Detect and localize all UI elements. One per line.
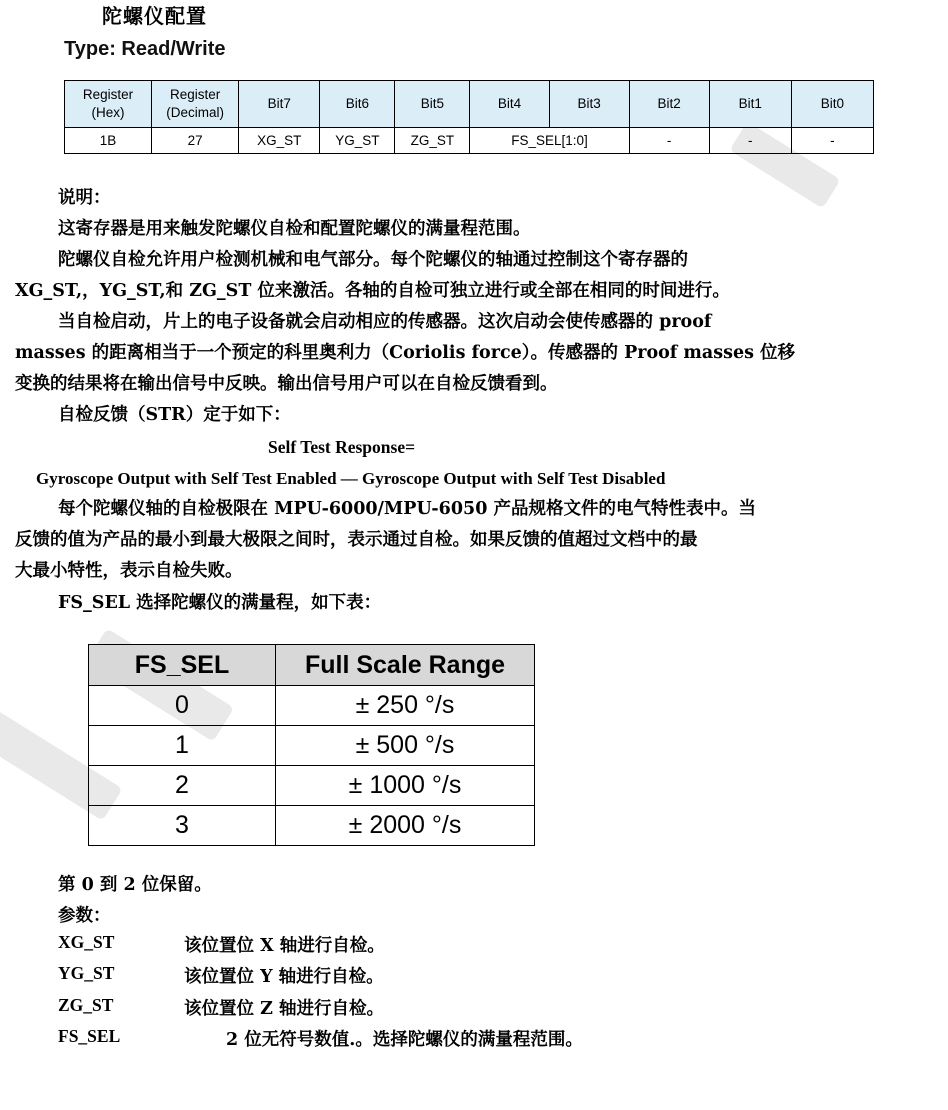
header-bit4: Bit4 [470,81,549,128]
fs-table-row [89,806,535,846]
header-bit6: Bit6 [320,81,395,128]
formula-line-1: Self Test Response= [268,437,416,457]
cell-range: ± 500 °/s [276,726,535,766]
fs-table-row [89,686,535,726]
param-name-yg-st: YG_ST [58,963,115,983]
cell-bit5: ZG_ST [395,128,470,154]
formula-line-2: Gyroscope Output with Self Test Enabled — Gyroscope Output with Self Test Disabled [36,469,666,488]
header-bit1: Bit1 [709,81,791,128]
cell-range: ± 250 °/s [276,686,535,726]
description-paragraph-6: FS_SEL 选择陀螺仪的满量程，如下表： [58,593,382,613]
cell-bit0: - [791,128,873,154]
header-bit0: Bit0 [791,81,873,128]
cell-bit2: - [629,128,709,154]
param-desc-zg-st: 该位置位 Z 轴进行自检。 [184,999,384,1019]
description-paragraph-1: 这寄存器是用来触发陀螺仪自检和配置陀螺仪的满量程范围。 [58,219,531,239]
description-title: 说明： [58,188,111,208]
param-name-zg-st: ZG_ST [58,995,114,1015]
register-table-row [65,128,874,154]
description-paragraph-5-line-2: 反馈的值为产品的最小到最大极限之间时，表示通过自检。如果反馈的值超过文档中的最 [15,530,698,550]
header-fs-sel: FS_SEL [89,645,276,686]
cell-fs-sel: 0 [89,686,276,726]
cell-bit4-3: FS_SEL[1:0] [470,128,629,154]
param-name-xg-st: XG_ST [58,932,115,952]
header-bit3: Bit3 [549,81,629,128]
header-register-hex: Register (Hex) [65,81,152,128]
parameters-title: 参数： [58,906,111,926]
cell-fs-sel: 3 [89,806,276,846]
fs-table-row [89,726,535,766]
register-type-label: Type: Read/Write [64,38,226,60]
fs-table-header [89,645,535,686]
param-desc-xg-st: 该位置位 X 轴进行自检。 [184,936,385,956]
description-paragraph-5-line-3: 大最小特性，表示自检失败。 [15,561,243,581]
header-bit5: Bit5 [395,81,470,128]
description-paragraph-2-line-2: XG_ST,，YG_ST,和 ZG_ST 位来激活。各轴的自检可独立进行或全部在相同的时间进行。 [15,281,730,301]
cell-range: ± 1000 °/s [276,766,535,806]
cell-bit6: YG_ST [320,128,395,154]
header-bit2: Bit2 [629,81,709,128]
reserved-bits-note: 第 0 到 2 位保留。 [58,875,212,895]
header-register-decimal: Register (Decimal) [152,81,239,128]
param-name-fs-sel: FS_SEL [58,1026,121,1046]
description-paragraph-5-line-1: 每个陀螺仪轴的自检极限在 MPU-6000/MPU-6050 产品规格文件的电气特性表中。当 [58,499,756,519]
param-desc-yg-st: 该位置位 Y 轴进行自检。 [184,967,384,987]
cell-bit1: - [709,128,791,154]
cell-fs-sel: 2 [89,766,276,806]
param-desc-fs-sel: 2 位无符号数值.。选择陀螺仪的满量程范围。 [226,1030,583,1050]
cell-bit7: XG_ST [239,128,320,154]
fs-table-row [89,766,535,806]
description-paragraph-3-line-2: masses 的距离相当于一个预定的科里奥利力（Coriolis force）。传感器的 Proof masses 位移 [15,343,796,363]
cell-fs-sel: 1 [89,726,276,766]
section-heading: 陀螺仪配置 [102,4,207,28]
register-table-header [65,81,874,128]
cell-range: ± 2000 °/s [276,806,535,846]
description-paragraph-3-line-1: 当自检启动，片上的电子设备就会启动相应的传感器。这次启动会使传感器的 proof [58,312,712,332]
full-scale-range-table [88,644,535,846]
description-paragraph-4: 自检反馈（STR）定于如下： [58,405,291,425]
description-paragraph-3-line-3: 变换的结果将在输出信号中反映。输出信号用户可以在自检反馈看到。 [15,374,558,394]
cell-decimal: 27 [152,128,239,154]
register-table [64,80,874,154]
cell-hex: 1B [65,128,152,154]
header-full-scale-range: Full Scale Range [276,645,535,686]
description-paragraph-2-line-1: 陀螺仪自检允许用户检测机械和电气部分。每个陀螺仪的轴通过控制这个寄存器的 [58,250,688,270]
header-bit7: Bit7 [239,81,320,128]
